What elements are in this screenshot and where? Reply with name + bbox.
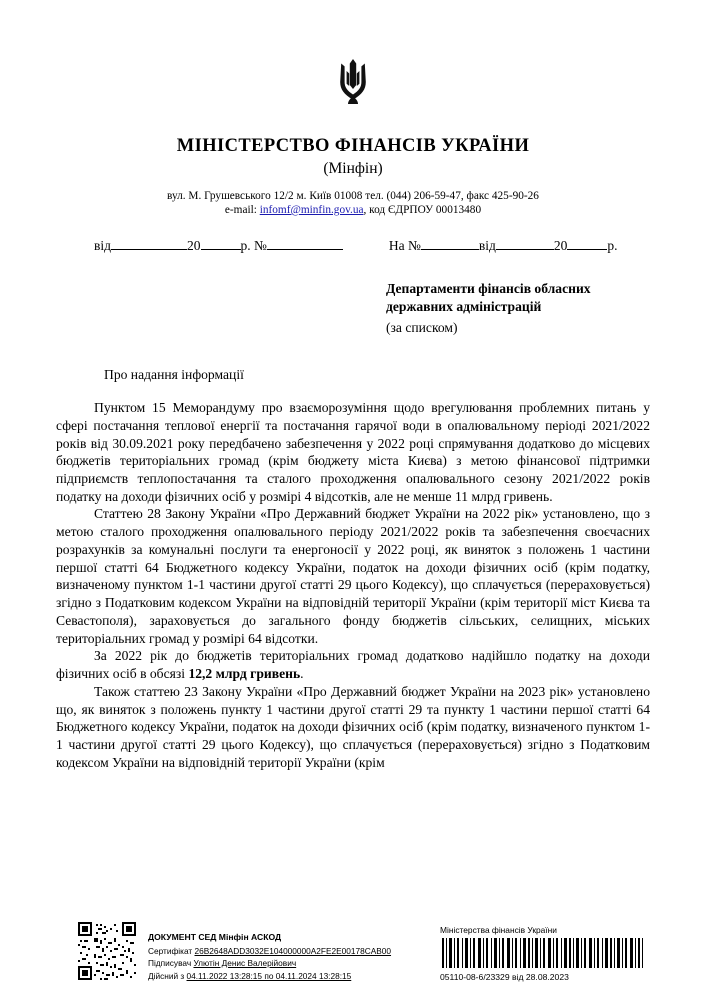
ref-to-number-blank[interactable] bbox=[421, 236, 479, 250]
postal-address-line: вул. М. Грушевського 12/2 м. Київ 01008 тел. (044) 206-59-47, факс 425-90-26 bbox=[167, 190, 539, 202]
sed-signer-label: Підписувач bbox=[148, 958, 194, 969]
ukraine-trident-emblem-icon bbox=[336, 58, 370, 106]
addressee-note: (за списком) bbox=[386, 319, 458, 335]
qr-code-icon bbox=[78, 922, 136, 980]
ref-to-label: На № bbox=[388, 238, 421, 253]
sed-certificate-label: Сертифікат bbox=[148, 945, 195, 956]
ref-number-blank[interactable] bbox=[267, 236, 343, 250]
ref-to-p-label: р. bbox=[607, 238, 618, 253]
registration-block bbox=[440, 925, 650, 982]
body-paragraph: Також статтею 23 Закону України «Про Державний бюджет України на 2023 рік» установлено що, як виняток з положень пункту 1 частини другої статті 29 та пункту 1 частини першої статті 64 Бюджетного кодексу України, податок на доходи фізичних осіб (крім податку, визначеного пунктом 1-1 частини другої статті 29 цього Кодексу), що сплачується (перераховується) згідно з Податковим кодексом України на відповідній території України (крім bbox=[56, 683, 650, 770]
highlighted-amount: 12,2 млрд гривень bbox=[188, 666, 301, 682]
body-paragraph: Статтею 28 Закону України «Про Державний бюджет України на 2022 рік» установлено, що з метою сталого проходження опалювального періоду 2021/2022 років та забезпечення своєчасних розрахунків за комунальні послуги та енергоносії у 2022 році, як виняток з положень 1 частини першої статті 64 Бюджетного кодексу України, податок на доходи фізичних осіб (крім податку, визначеному пунктом 1-1 частини другої статті 29 цього Кодексу), що сплачується (перераховується) згідно з Податковим кодексом України на відповідній території України (крім території міст Києва та Севастополя), зараховується до загального фонду бюджетів сільських, селищних, міських територіальних громад у розмірі 64 відсотки. bbox=[56, 506, 650, 646]
ref-to-year-label: 20 bbox=[553, 238, 568, 253]
addressee-line-2: державних адміністрацій bbox=[386, 299, 542, 315]
sed-signer bbox=[148, 957, 391, 969]
ref-to-date-blank[interactable] bbox=[496, 236, 554, 250]
ministry-title: МІНІСТЕРСТВО ФІНАНСІВ УКРАЇНИ bbox=[176, 136, 530, 156]
ref-date-blank[interactable] bbox=[111, 236, 187, 250]
emblem-container bbox=[56, 0, 650, 114]
body-paragraph: За 2022 рік до бюджетів територіальних громад додатково надійшло податку на доходи фізичних осіб в обсязі 12,2 млрд гривень. bbox=[56, 648, 650, 682]
ref-to-from-label: від bbox=[478, 238, 496, 253]
ref-to-year-blank[interactable] bbox=[567, 236, 607, 250]
sed-signer-value: Улютін Денис Валерійович bbox=[193, 958, 297, 969]
document-footer bbox=[0, 908, 706, 1000]
document-body bbox=[56, 399, 650, 771]
barcode-icon bbox=[440, 938, 645, 968]
sed-signature-block bbox=[148, 931, 391, 982]
sed-title: ДОКУМЕНТ СЕД Мінфін АСКОД bbox=[148, 931, 282, 942]
sed-validity-value: 04.11.2022 13:28:15 по 04.11.2024 13:28:15 bbox=[186, 970, 352, 981]
ref-year-blank[interactable] bbox=[201, 236, 241, 250]
addressee-block bbox=[386, 280, 686, 337]
ref-number-label: р. № bbox=[240, 238, 267, 253]
reference-line bbox=[56, 236, 650, 254]
document-registration-code: 05110-08-6/23329 від 28.08.2023 bbox=[440, 972, 569, 982]
registration-title: Міністерства фінансів України bbox=[440, 925, 557, 935]
document-subject: Про надання інформації bbox=[104, 367, 244, 383]
email-link[interactable]: infomf@minfin.gov.ua bbox=[259, 204, 364, 216]
sed-certificate-value: 26B2648ADD3032E104000000A2FE2E00178CAB00 bbox=[194, 945, 392, 956]
email-label: e-mail: bbox=[224, 204, 260, 216]
body-paragraph: Пунктом 15 Меморандуму про взаєморозуміння щодо врегулювання проблемних питань у сфері постачання теплової енергії та постачання гарячої води в опалювальному періоді 2021/2022 років від 30.09.2021 року передбачено забезпечення у 2022 році спрямування додатково до місцевих бюджетів територіальних громад (крім бюджету міста Києва) з метою фінансової підтримки підприємств теплопостачання та сталого проходження опалювального сезону 2021/2022 років податку на доходи фізичних осіб у розмірі 4 відсотків, але не менше 11 млрд гривень. bbox=[56, 400, 650, 504]
ministry-short-name: (Мінфін) bbox=[323, 160, 383, 177]
addressee-line-1: Департаменти фінансів обласних bbox=[386, 281, 591, 296]
ref-from-label: від bbox=[94, 238, 111, 253]
ref-year-label: 20 bbox=[187, 238, 201, 253]
sed-validity bbox=[148, 970, 391, 982]
edrpou-code: , код ЄДРПОУ 00013480 bbox=[363, 204, 482, 216]
sed-certificate bbox=[148, 945, 391, 957]
sed-validity-label: Дійсний з bbox=[148, 970, 187, 981]
email-line bbox=[56, 204, 650, 216]
